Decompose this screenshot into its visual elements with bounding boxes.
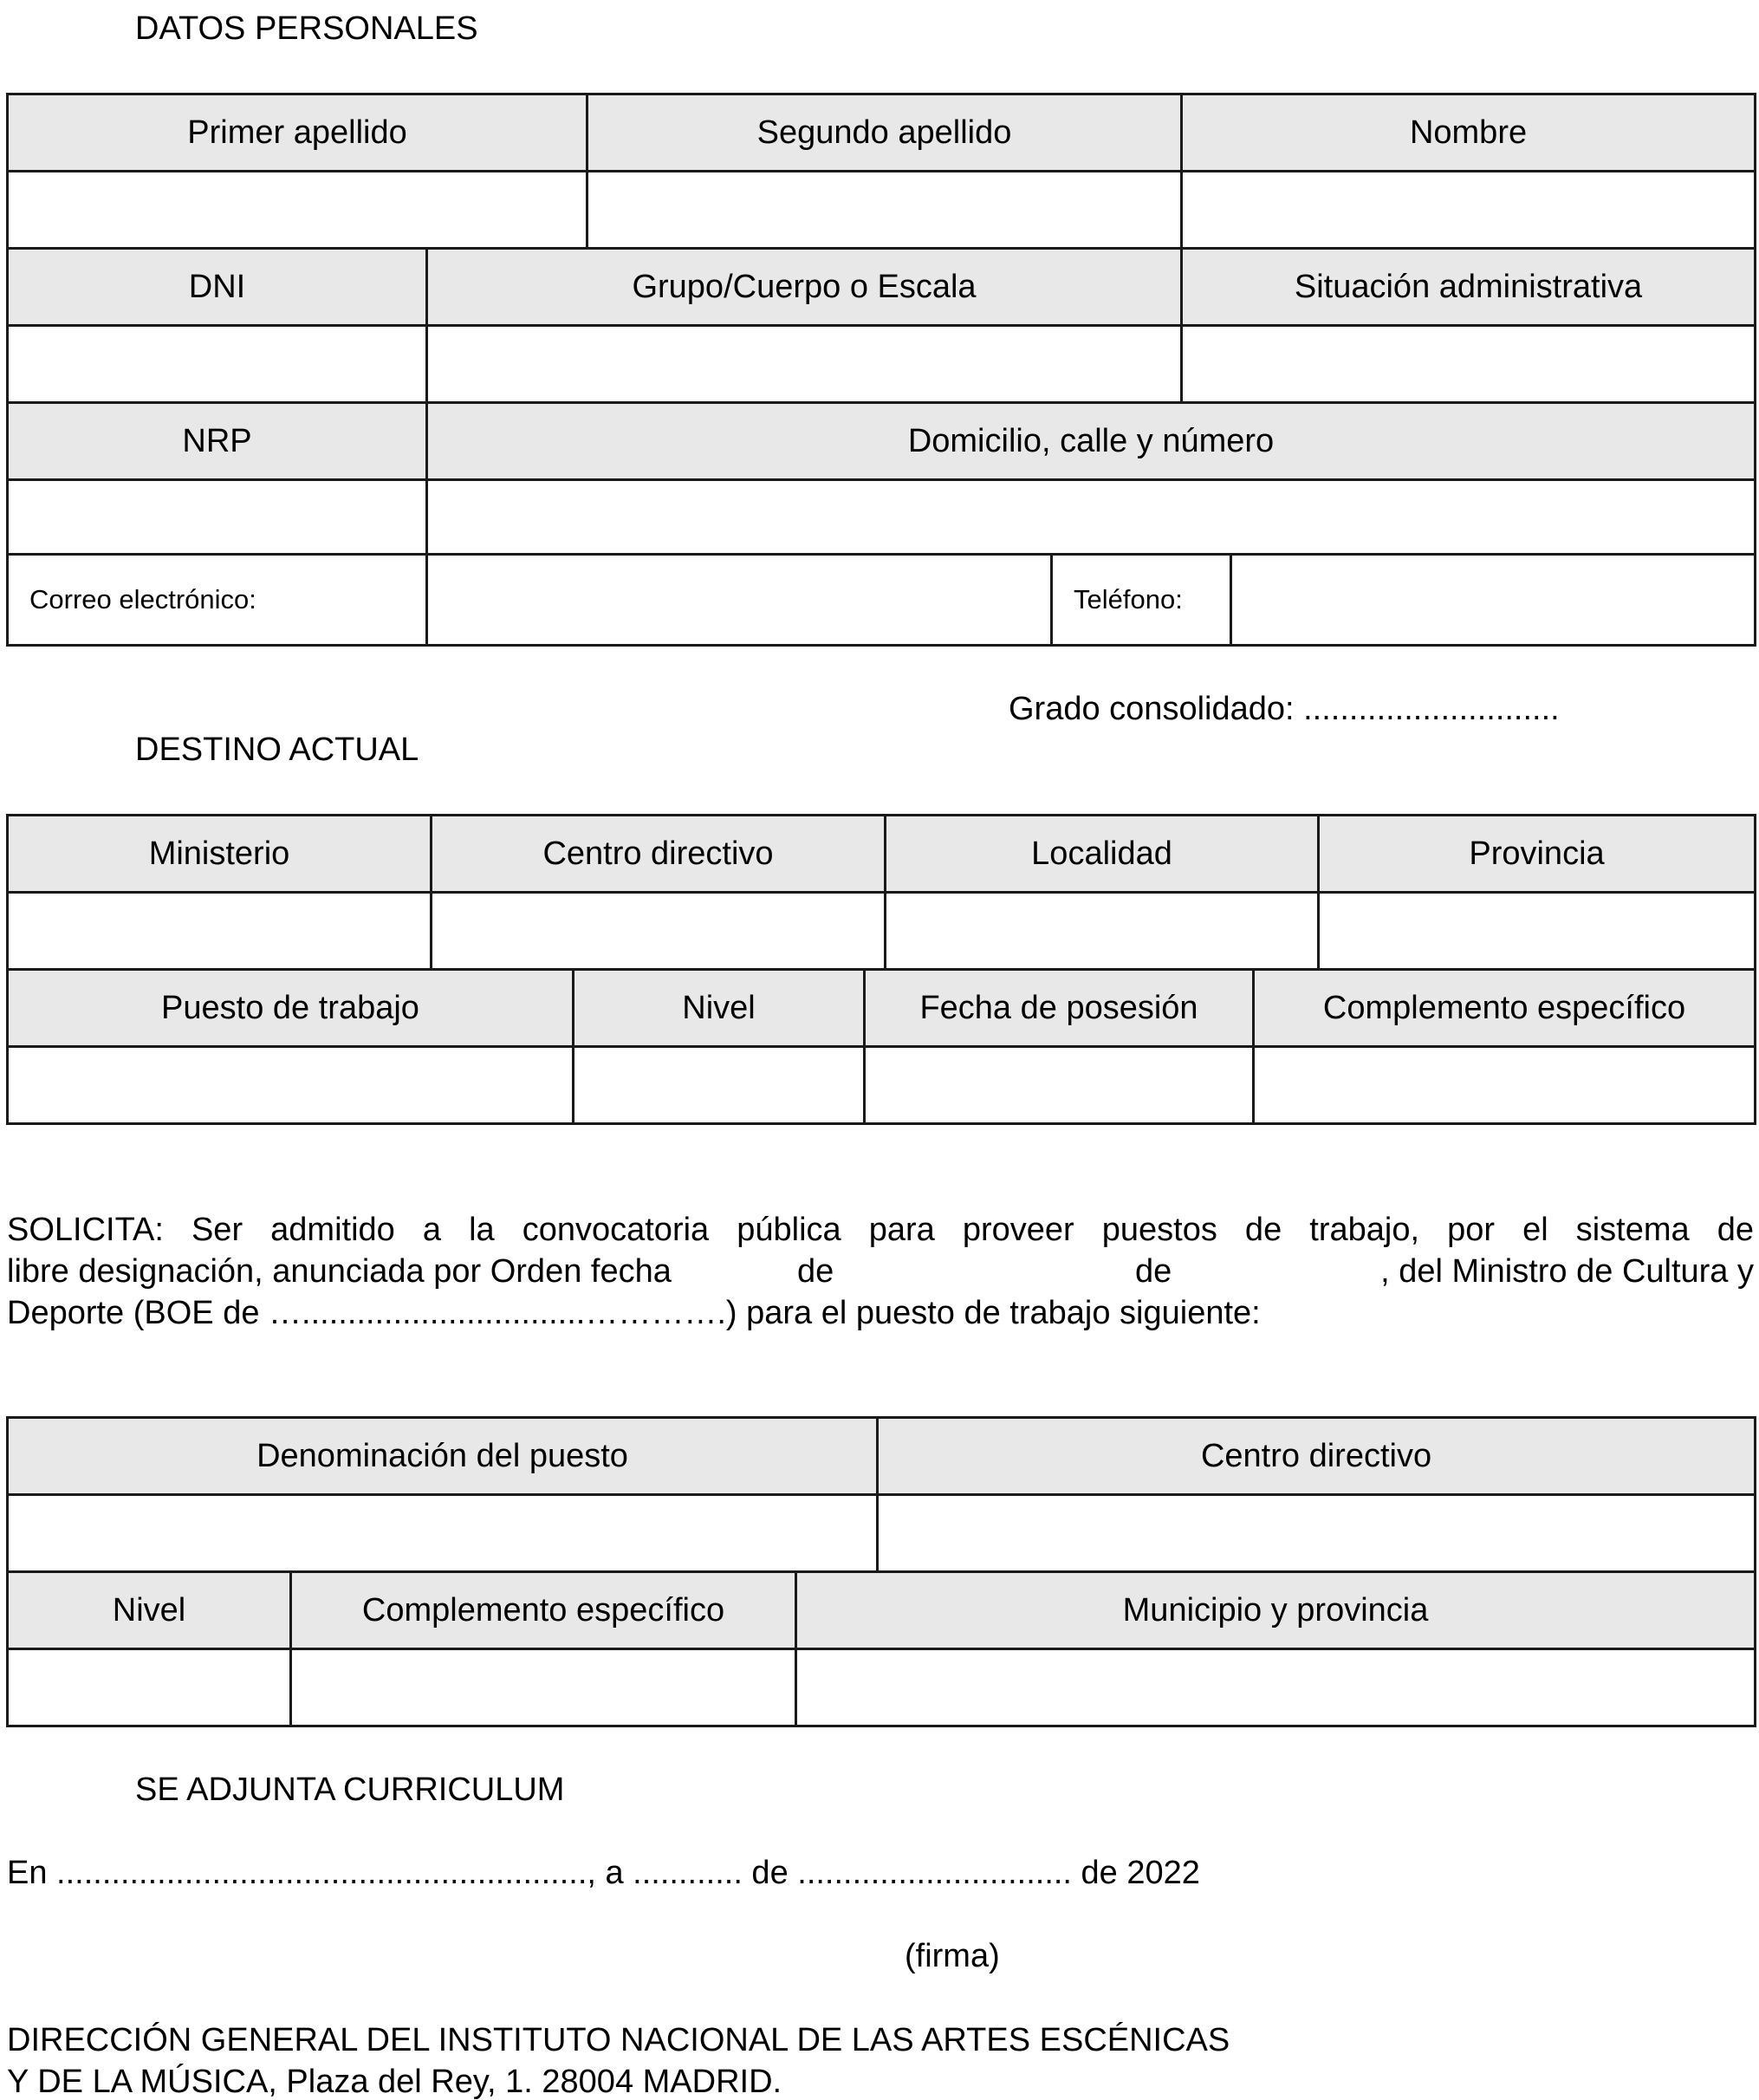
- solicita-line-2: [7, 1251, 1754, 1292]
- datos-personales-table: [6, 93, 1756, 558]
- firma-label: (firma): [905, 1938, 1000, 1974]
- field-primer-apellido[interactable]: [8, 172, 587, 249]
- label-correo: Correo electrónico:: [8, 555, 427, 646]
- header-situacion-administrativa: Situación administrativa: [1182, 249, 1756, 326]
- grado-consolidado: Grado consolidado: ............................: [1009, 691, 1560, 727]
- field-nivel[interactable]: [574, 1047, 865, 1124]
- header-domicilio: Domicilio, calle y número: [427, 403, 1756, 480]
- header-centro-directivo: Centro directivo: [432, 816, 886, 893]
- header-puesto-trabajo: Puesto de trabajo: [8, 970, 574, 1047]
- solicita-line-2-d: , del Ministro de Cultura y: [1380, 1253, 1754, 1290]
- adjunta-curriculum: SE ADJUNTA CURRICULUM: [135, 1772, 565, 1808]
- field-domicilio[interactable]: [427, 480, 1756, 557]
- header-fecha-posesion: Fecha de posesión: [865, 970, 1254, 1047]
- field-situacion-administrativa[interactable]: [1182, 326, 1756, 403]
- field-fecha-posesion[interactable]: [865, 1047, 1254, 1124]
- solicita-line-3: Deporte (BOE de …...............................………….) para el puesto de trabajo siguiente:: [7, 1295, 1261, 1331]
- field-ministerio[interactable]: [8, 893, 432, 970]
- destino-actual-table: [6, 814, 1756, 1125]
- solicita-line-2-c: de: [1135, 1253, 1172, 1290]
- header-provincia: Provincia: [1319, 816, 1756, 893]
- section-heading-destino-actual: DESTINO ACTUAL: [135, 731, 419, 768]
- header-centro-directivo-puesto: Centro directivo: [878, 1418, 1756, 1495]
- field-provincia[interactable]: [1319, 893, 1756, 970]
- field-complemento-puesto[interactable]: [291, 1649, 796, 1726]
- header-ministerio: Ministerio: [8, 816, 432, 893]
- header-segundo-apellido: Segundo apellido: [587, 94, 1182, 172]
- label-telefono: Teléfono:: [1052, 555, 1231, 646]
- solicita-paragraph: [7, 1209, 1754, 1334]
- header-primer-apellido: Primer apellido: [8, 94, 587, 172]
- solicita-line-2-a: libre designación, anunciada por Orden fecha: [7, 1253, 672, 1290]
- field-nrp[interactable]: [8, 480, 427, 557]
- field-telefono[interactable]: [1231, 555, 1756, 646]
- field-nivel-puesto[interactable]: [8, 1649, 291, 1726]
- header-grupo-cuerpo: Grupo/Cuerpo o Escala: [427, 249, 1182, 326]
- field-dni[interactable]: [8, 326, 427, 403]
- solicita-line-1: SOLICITA: Ser admitido a la convocatoria pública para proveer puestos de trabajo, por el sistema de: [7, 1212, 1754, 1248]
- direccion-line-1: DIRECCIÓN GENERAL DEL INSTITUTO NACIONAL DE LAS ARTES ESCÉNICAS: [7, 2022, 1230, 2058]
- header-localidad: Localidad: [886, 816, 1319, 893]
- field-municipio-provincia[interactable]: [796, 1649, 1756, 1726]
- header-complemento-especifico: Complemento específico: [1254, 970, 1756, 1047]
- header-denominacion-puesto: Denominación del puesto: [8, 1418, 878, 1495]
- direccion-line-2: Y DE LA MÚSICA, Plaza del Rey, 1. 28004 MADRID.: [7, 2064, 782, 2100]
- field-localidad[interactable]: [886, 893, 1319, 970]
- field-grupo-cuerpo[interactable]: [427, 326, 1182, 403]
- field-segundo-apellido[interactable]: [587, 172, 1182, 249]
- header-nrp: NRP: [8, 403, 427, 480]
- field-centro-directivo[interactable]: [432, 893, 886, 970]
- field-centro-directivo-puesto[interactable]: [878, 1495, 1756, 1572]
- field-puesto-trabajo[interactable]: [8, 1047, 574, 1124]
- header-nivel-puesto: Nivel: [8, 1572, 291, 1649]
- field-correo[interactable]: [427, 555, 1052, 646]
- header-municipio-provincia: Municipio y provincia: [796, 1572, 1756, 1649]
- field-denominacion-puesto[interactable]: [8, 1495, 878, 1572]
- lugar-fecha-line: En .........................................................., a ............ de .............................. de 2022: [7, 1855, 1200, 1891]
- contacto-table: [6, 553, 1756, 647]
- section-heading-datos-personales: DATOS PERSONALES: [135, 10, 478, 47]
- header-nombre: Nombre: [1182, 94, 1756, 172]
- puesto-solicitado-table: [6, 1416, 1756, 1727]
- field-complemento-especifico[interactable]: [1254, 1047, 1756, 1124]
- header-nivel: Nivel: [574, 970, 865, 1047]
- field-nombre[interactable]: [1182, 172, 1756, 249]
- header-dni: DNI: [8, 249, 427, 326]
- solicita-line-2-b: de: [797, 1253, 834, 1290]
- header-complemento-puesto: Complemento específico: [291, 1572, 796, 1649]
